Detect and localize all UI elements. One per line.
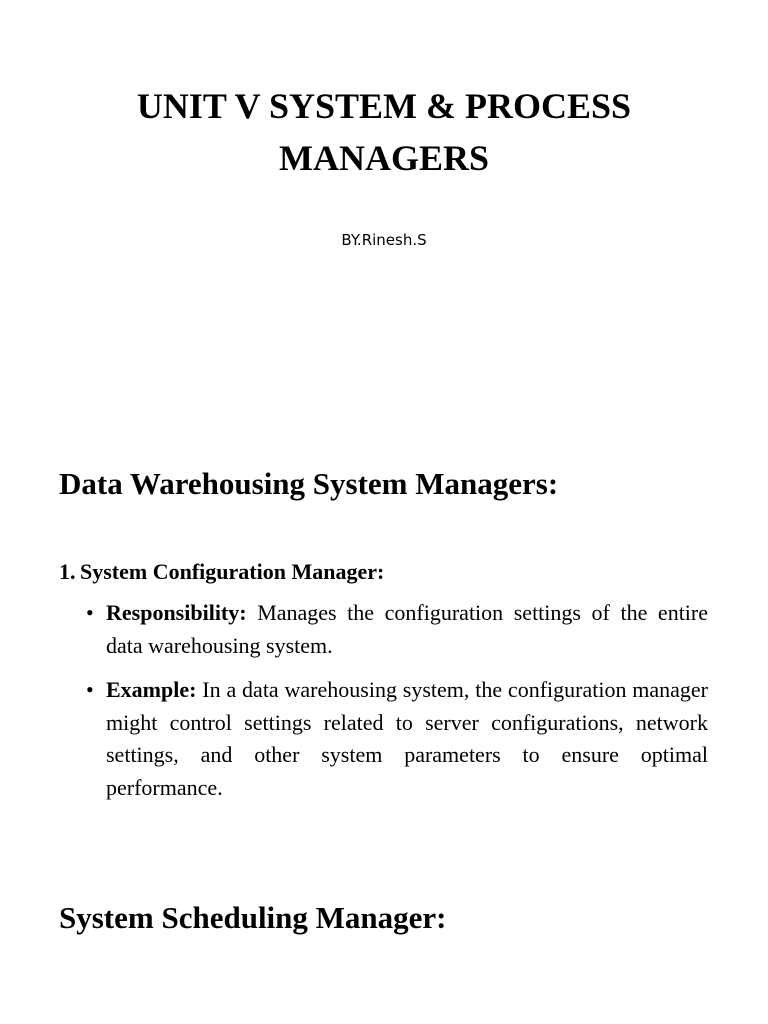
section-heading-system-scheduling-manager: System Scheduling Manager: <box>59 900 447 935</box>
author-line: BY.Rinesh.S <box>341 231 427 249</box>
bullet-term: Example: <box>106 677 197 702</box>
cut-off-text-region <box>59 1010 708 1024</box>
numbered-item-system-configuration-manager <box>59 558 384 586</box>
bullet-responsibility <box>86 597 709 662</box>
document-title: UNIT V SYSTEM & PROCESS MANAGERS <box>136 86 632 178</box>
bullet-example <box>86 674 709 804</box>
section-heading-data-warehousing-system-managers: Data Warehousing System Managers: <box>59 466 559 501</box>
bullet-text: In a data warehousing system, the configuration manager might control settings related to server configurations, network settings, and other system parameters to ensure optimal performance. <box>106 677 709 800</box>
item-number: 1. <box>59 559 76 584</box>
bullet-icon: • <box>86 677 94 702</box>
item-label: System Configuration Manager: <box>80 559 385 584</box>
bullet-icon: • <box>86 600 94 625</box>
bullet-text: Manages the configuration settings of the entire data warehousing system. <box>106 600 709 658</box>
bullet-term: Responsibility: <box>106 600 247 625</box>
